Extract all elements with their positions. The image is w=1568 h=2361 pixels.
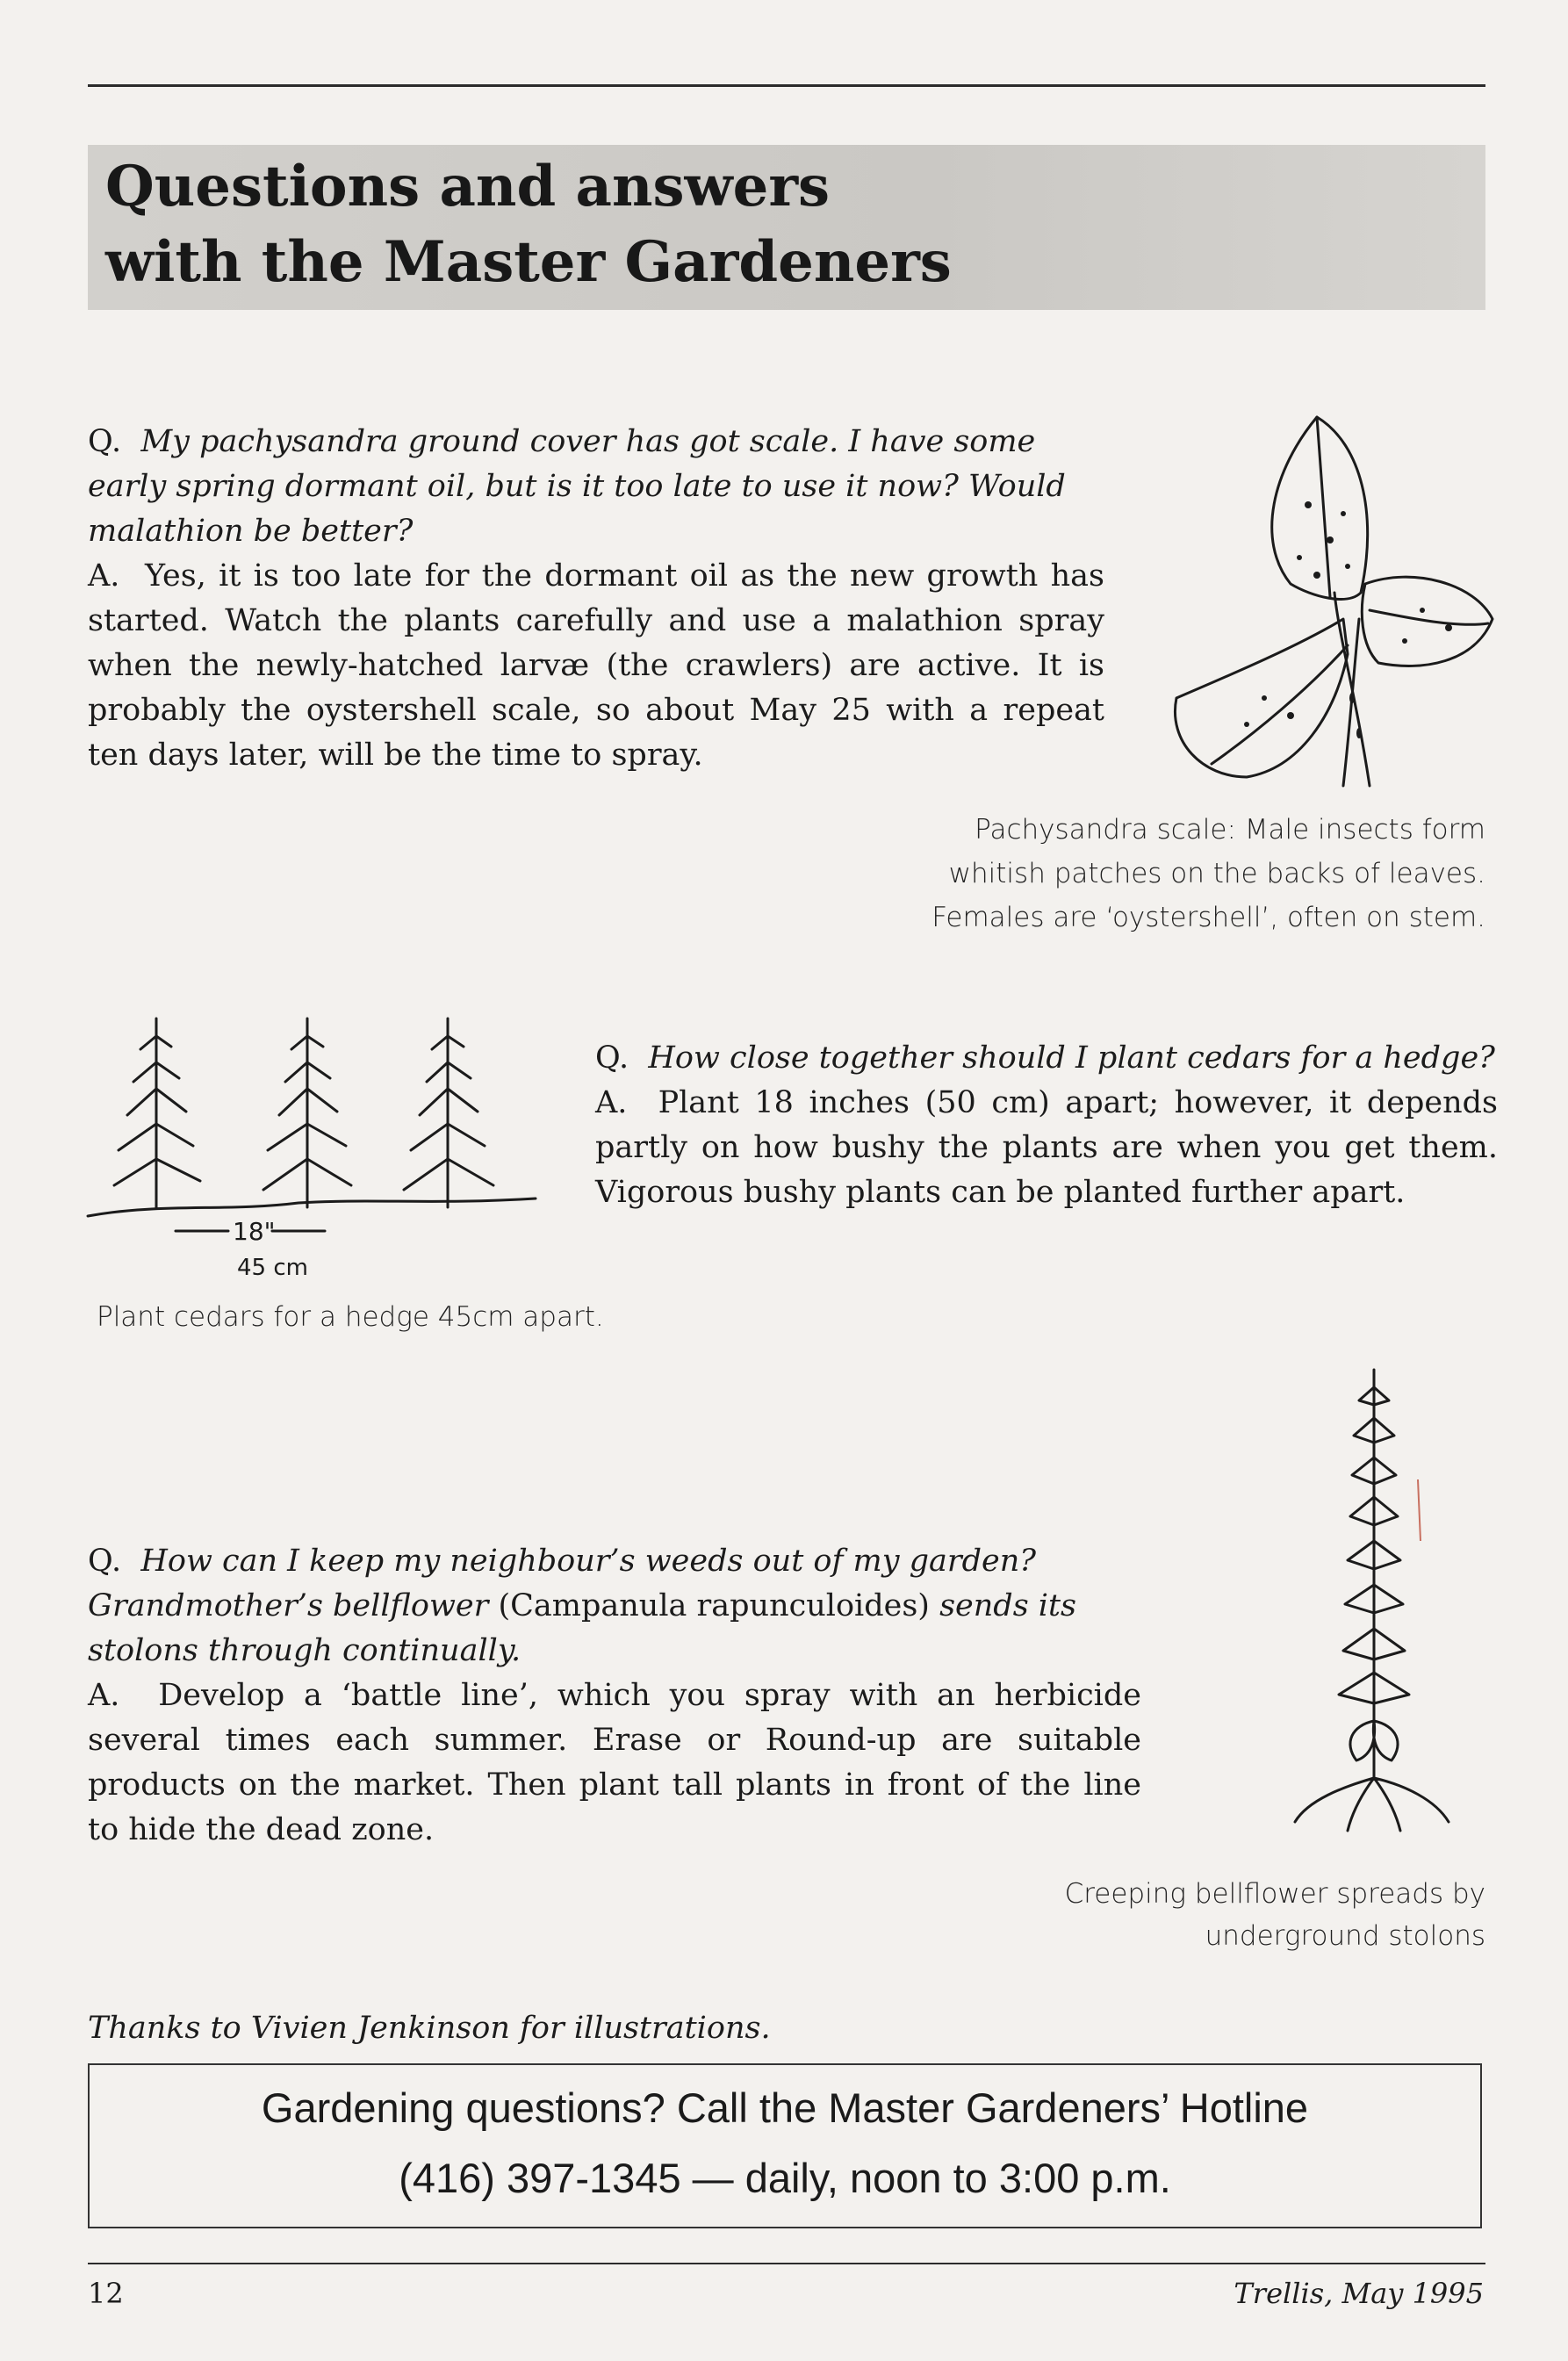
qa3-question-text: How can I keep my neighbour’s weeds out of my garden? Grandmother’s bellflower <box>88 1544 1037 1623</box>
qa1-answer <box>88 554 1104 778</box>
qa2-question-text: How close together should I plant cedars for a hedge? <box>648 1040 1495 1076</box>
qa2-question <box>595 1036 1500 1081</box>
qa2-answer <box>595 1081 1498 1215</box>
qa3-question <box>88 1539 1124 1674</box>
qa3-answer-prefix: A. <box>88 1678 120 1713</box>
illustration-credit: Thanks to Vivien Jenkinson for illustrations. <box>88 2011 771 2046</box>
qa2-answer-prefix: A. <box>595 1085 628 1120</box>
page-title: Questions and answers with the Master Gardeners <box>105 154 952 295</box>
qa2-question-prefix: Q. <box>595 1040 629 1076</box>
pachysandra-caption <box>878 808 1485 939</box>
pachysandra-illustration <box>1159 408 1519 795</box>
qa1-question-text: My pachysandra ground cover has got scale. I have some early spring dormant oil, but is it too late to use it now? Would malathion be better? <box>88 424 1066 549</box>
cedar-measure-inches: 18" <box>233 1217 276 1246</box>
hotline-line-1: Gardening questions? Call the Master Gardeners’ Hotline <box>261 2084 1309 2131</box>
pachysandra-caption-line: whitish patches on the backs of leaves. <box>948 858 1485 889</box>
qa3-answer-text: Develop a ‘battle line’, which you spray with an herbicide several times each summer. Erase or Round-up are suitable products on the market. Then plant tall plants in front of the line to hide the dead zone. <box>88 1678 1141 1847</box>
page-number: 12 <box>88 2277 124 2310</box>
pachysandra-caption-line: Pachysandra scale: Male insects form <box>975 814 1485 846</box>
bellflower-caption-line: underground stolons <box>1205 1920 1485 1952</box>
qa3-answer <box>88 1674 1141 1853</box>
qa1-question <box>88 420 1106 554</box>
qa1-question-prefix: Q. <box>88 424 122 459</box>
bellflower-caption-line: Creeping bellflower spreads by <box>1064 1878 1485 1910</box>
qa3-question-species: (Campanula rapunculoides) <box>498 1588 930 1623</box>
pachysandra-caption-line: Females are ‘oystershell’, often on stem. <box>931 902 1485 933</box>
top-rule <box>88 84 1485 87</box>
qa3-question-prefix: Q. <box>88 1544 122 1579</box>
qa2-answer-text: Plant 18 inches (50 cm) apart; however, it depends partly on how bushy the plants are when you get them. Vigorous bushy plants can be planted further apart. <box>595 1085 1498 1210</box>
bellflower-caption <box>966 1873 1485 1957</box>
cedar-measure-cm: 45 cm <box>237 1255 308 1281</box>
cedar-caption: Plant cedars for a hedge 45cm apart. <box>97 1301 604 1333</box>
footer-rule <box>88 2263 1485 2264</box>
hotline-line-2: (416) 397-1345 — daily, noon to 3:00 p.m. <box>399 2155 1171 2201</box>
qa1-answer-prefix: A. <box>88 558 120 594</box>
cedar-hedge-illustration <box>88 1001 544 1291</box>
publication-line: Trellis, May 1995 <box>1234 2277 1484 2310</box>
show-through-text <box>878 334 888 378</box>
qa1-answer-text: Yes, it is too late for the dormant oil as the new growth has started. Watch the plants carefully and use a malathion spray when the newly-hatched larvæ (the crawlers) are active. It is probably the oystershell scale, so about May 25 with a repeat ten days later, will be the time to spray. <box>88 558 1104 773</box>
bellflower-illustration <box>1291 1365 1457 1835</box>
qa3-question-text-end: sends its stolons through continually. <box>88 1588 1077 1668</box>
